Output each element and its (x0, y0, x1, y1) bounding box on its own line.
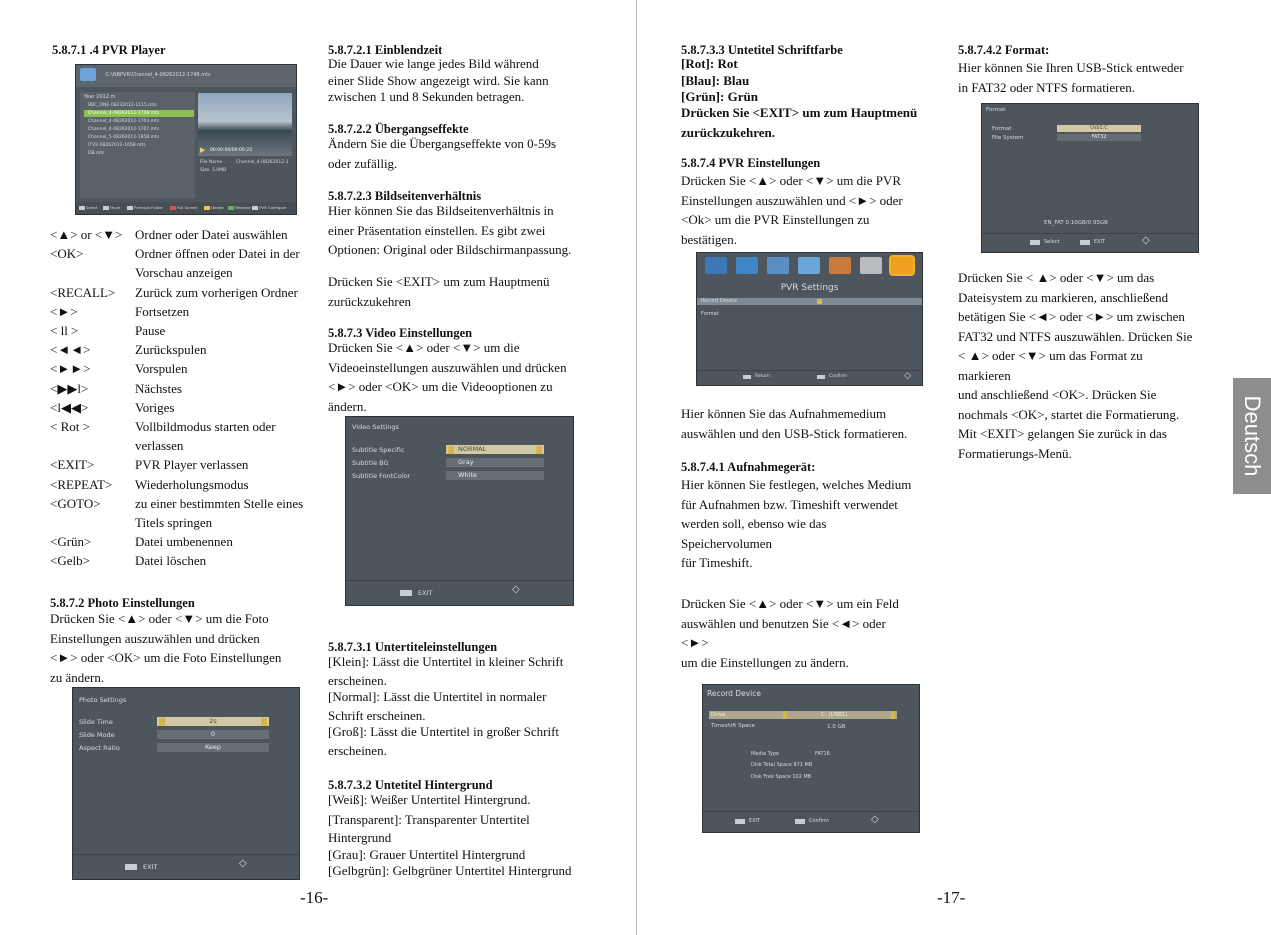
text-line: Hier können Sie festlegen, welches Medium (681, 477, 912, 492)
text-line: bestätigen. (681, 231, 737, 247)
left-arrow-icon (448, 446, 454, 454)
value-text: NORMAL (458, 445, 487, 453)
media-type-label: Media Type (751, 751, 780, 757)
value-text: Usb1:C (1090, 125, 1108, 131)
slide-time-label: Slide Time (79, 718, 113, 726)
pvr-settings-title: PVR Settings (780, 283, 839, 293)
key-label: <GOTO> (50, 495, 101, 511)
filesystem-label: File System (992, 135, 1024, 141)
text-line: [Weiß]: Weißer Untertitel Hintergrund. (328, 792, 531, 807)
section-title-format: 5.8.7.4.2 Format: (958, 43, 1050, 57)
footer-key-label: Full Screen (177, 205, 198, 210)
text-line: zwischen 1 und 8 Sekunden betragen. (328, 89, 525, 104)
text-line: [Rot]: Rot (681, 56, 738, 71)
section-title-untertitel: 5.8.7.3.1 Untertiteleinstellungen (328, 640, 498, 654)
text-line: Dateisystem zu markieren, anschließend (958, 289, 1169, 305)
footer-key-icon (228, 206, 234, 210)
text-line: Drücken Sie < ▲> oder <▼> um das (958, 270, 1155, 285)
key-table (50, 225, 330, 585)
footer-key-label: Rename (235, 205, 251, 210)
slide-time-value (157, 717, 269, 726)
picture-icon[interactable] (736, 257, 758, 274)
text-line: zurückzukehren (328, 293, 412, 309)
text-line: [Blau]: Blau (681, 72, 750, 88)
footer-key-icon (127, 206, 133, 210)
key-description: PVR Player verlassen (135, 457, 249, 473)
section-title-photo: 5.8.7.2 Photo Einstellungen (50, 596, 195, 610)
confirm-key-icon (795, 819, 805, 824)
text-line: zu ändern. (50, 669, 105, 685)
video-settings-screenshot (345, 416, 574, 606)
format-label: Format (992, 126, 1012, 132)
key-description: Vollbildmodus starten oder (135, 419, 276, 434)
section-title-bildseiten: 5.8.7.2.3 Bildseitenverhältnis (328, 189, 482, 203)
page-number-17: -17- (937, 888, 966, 907)
text-line: zurückzukehren. (681, 124, 776, 140)
exit-label: EXIT (418, 589, 433, 597)
key-label: <▶▶l> (50, 380, 89, 396)
text-line: Mit <EXIT> gelangen Sie zurück in das (958, 426, 1167, 441)
section-title-pvr-einstellungen: 5.8.7.4 PVR Einstellungen (681, 156, 821, 170)
format-title: Format (986, 107, 1006, 113)
select-label: Select (1044, 239, 1060, 245)
text-line: Drücken Sie <▲> oder <▼> um die (328, 340, 520, 355)
dpad-icon: ◇ (871, 814, 879, 825)
file-item[interactable]: Channel_5-08262012-1858.mts (88, 135, 160, 140)
text-line: <►> oder <OK> um die Foto Einstellungen (50, 650, 282, 665)
photo-settings-screenshot (72, 687, 300, 880)
text-line: [Normal]: Lässt die Untertitel in normaler (328, 689, 547, 704)
system-icon[interactable] (860, 257, 882, 274)
photo-footer (73, 854, 299, 879)
en-fat-info: EN_FAT 0.10GB/0.95GB (1044, 220, 1108, 226)
text-line: Einstellungen auszuwählen und drücken (50, 630, 260, 646)
key-description: zu einer bestimmten Stelle eines (135, 495, 304, 511)
key-label: <EXIT> (50, 457, 95, 473)
key-description: Pause (135, 323, 166, 338)
section-title-aufnahmegeraet: 5.8.7.4.1 Aufnahmegerät: (681, 460, 816, 474)
exit-label: EXIT (749, 818, 761, 824)
slide-mode-value (157, 730, 269, 739)
key-label: <OK> (50, 246, 84, 262)
footer-key-icon (252, 206, 258, 210)
key-label: <►►> (50, 361, 91, 377)
text-line: [Groß]: Lässt die Untertitel in großer Schrift (328, 724, 560, 739)
drive-label: Drive (711, 712, 726, 718)
left-arrow-icon (159, 718, 165, 726)
confirm-key-icon (817, 375, 825, 379)
right-arrow-icon (891, 711, 895, 719)
text-line: auswählen und benutzen Sie <◄> oder (681, 615, 886, 631)
key-label: < ll > (50, 323, 79, 338)
key-description: Zurück zum vorherigen Ordner (135, 284, 298, 300)
subtitle-specific-label: Subtitle Specific (352, 446, 405, 454)
channel-icon[interactable] (705, 257, 727, 274)
key-description: Nächstes (135, 380, 182, 396)
dpad-icon: ◇ (904, 371, 911, 381)
key-description: Ordner oder Datei auswählen (135, 227, 288, 242)
text-line: Einstellungen auszuwählen und <►> oder (681, 192, 903, 208)
record-device-screenshot (702, 684, 920, 833)
text-line: Hintergrund (328, 830, 392, 845)
text-line: markieren (958, 367, 1011, 383)
record-footer (703, 811, 919, 832)
file-item[interactable]: DB.mts (88, 151, 105, 156)
subtitle-fontcolor-label: Subtitle FontColor (352, 472, 411, 480)
return-label: Return (755, 374, 770, 379)
cursor-icon (817, 299, 822, 304)
pvr-footer (697, 370, 922, 385)
section-title-pvr-player: 5.8.7.1 .4 PVR Player (52, 43, 166, 57)
key-label: <RECALL> (50, 284, 116, 300)
pvr-icon[interactable] (891, 257, 913, 274)
select-key-icon (1030, 240, 1040, 245)
player-path: C:\NBPVR\Channel_4-08262012-1748.mts (106, 72, 211, 78)
text-line: Hier können Sie Ihren USB-Stick entweder (958, 60, 1184, 75)
text-line: nochmals <OK>, startet die Formatierung. (958, 406, 1180, 422)
footer-key-label: PVR Configure (259, 205, 287, 210)
text-line: Die Dauer wie lange jedes Bild während (328, 56, 539, 71)
photo-settings-title: Photo Settings (79, 696, 127, 704)
dpad-icon: ◇ (512, 584, 520, 595)
key-label: <l◀◀> (50, 399, 89, 415)
text-line: <►> oder <OK> um die Videooptionen zu (328, 379, 553, 394)
footer-key-icon (204, 206, 210, 210)
subtitle-bg-value (446, 458, 544, 467)
section-title-video: 5.8.7.3 Video Einstellungen (328, 326, 473, 340)
aspect-ratio-label: Aspect Ratio (79, 744, 120, 752)
text-line: Hier können Sie das Bildseitenverhältnis in (328, 203, 554, 218)
size-label: Size (200, 168, 210, 173)
video-footer (346, 580, 573, 605)
video-settings-title: Video Settings (352, 423, 399, 431)
drive-row-highlight (709, 711, 897, 719)
exit-key-icon (1080, 240, 1090, 245)
section-title-hintergrund: 5.8.7.3.2 Untetitel Hintergrund (328, 778, 493, 792)
page-number-16: -16- (300, 888, 329, 907)
exit-label: EXIT (143, 863, 158, 871)
text-line: betätigen Sie <◄> oder <►> um zwischen (958, 309, 1185, 324)
folder-icon (80, 68, 96, 81)
player-time: 00:00:00/00:00:23 (210, 148, 252, 153)
text-line: < ▲> oder <▼> um das Format zu (958, 348, 1143, 363)
timeshift-label: Timeshift Space (711, 723, 755, 729)
menu-item-record-device[interactable]: Record Device (701, 298, 737, 304)
text-line: für Timeshift. (681, 555, 753, 570)
confirm-label: Confirm (809, 818, 829, 824)
footer-key-icon (103, 206, 109, 210)
text-line: <►> (681, 635, 709, 650)
text-line: erscheinen. (328, 672, 387, 688)
footer-key-label: Previous Folder (134, 205, 163, 210)
text-line: Videoeinstellungen auszuwählen und drücken (328, 359, 567, 375)
key-label: <REPEAT> (50, 476, 113, 492)
value-text: Keep (204, 743, 222, 751)
key-label: <▲> or <▼> (50, 227, 123, 242)
text-line: Hier können Sie das Aufnahmemedium (681, 406, 887, 421)
text-line: in FAT32 oder NTFS formatieren. (958, 79, 1136, 95)
filesystem-value (1057, 134, 1141, 141)
exit-key-icon (400, 590, 412, 596)
media-type-value: FAT16 (815, 751, 830, 757)
section-title-schriftfarbe: 5.8.7.3.3 Untetitel Schriftfarbe (681, 43, 843, 57)
text-line: [Gelbgrün]: Gelbgrüner Untertitel Hintergrund (328, 863, 572, 878)
text-line: Drücken Sie <EXIT> um zum Hauptmenü (328, 274, 550, 289)
text-line: auswählen und den USB-Stick formatieren. (681, 425, 908, 441)
format-screenshot (981, 103, 1199, 253)
value-text: White (458, 471, 477, 479)
key-label: < Rot > (50, 419, 90, 434)
left-arrow-icon (783, 711, 787, 719)
text-line: [Transparent]: Transparenter Untertitel (328, 811, 530, 827)
confirm-label: Confirm (829, 374, 847, 379)
footer-key-icon (79, 206, 85, 210)
text-line: und anschließend <OK>. Drücken Sie (958, 387, 1157, 402)
disk-free-space: Disk Free Space 102 MB (751, 774, 812, 780)
video-preview (198, 93, 292, 156)
text-line: Optionen: Original oder Bildschirmanpassung. (328, 242, 572, 257)
text-line: oder zufällig. (328, 155, 398, 171)
key-description: Voriges (135, 399, 175, 415)
file-item[interactable]: ITV2-08262012-1658.mts (88, 143, 146, 148)
footer-key-label: Select (86, 205, 98, 210)
photo-text (50, 609, 281, 687)
text-line: [Grün]: Grün (681, 89, 758, 104)
text-line: einer Slide Show angezeigt wird. Sie kann (328, 72, 549, 88)
language-tab (1233, 378, 1271, 494)
menu-item-format[interactable]: Format (701, 311, 719, 317)
text-line: Ändern Sie die Übergangseffekte von 0-59s (328, 136, 557, 151)
text-line: Drücken Sie <▲> oder <▼> um ein Feld (681, 596, 899, 611)
drive-value: C: (USB1) (821, 712, 848, 718)
text-line: Schrift erscheinen. (328, 707, 426, 723)
file-item[interactable]: Channel_4-08262012-1707.mts (88, 127, 160, 132)
file-item[interactable]: Channel_4-08262012-1703.mts (88, 119, 160, 124)
text-line: FAT32 und NTFS auszuwählen. Drücken Sie (958, 328, 1193, 344)
exit-key-icon (125, 864, 137, 870)
return-key-icon (743, 375, 751, 379)
key-description: Wiederholungsmodus (135, 476, 249, 492)
right-arrow-icon (536, 446, 542, 454)
slide-mode-label: Slide Mode (79, 731, 115, 739)
size-value: 5.0MB (212, 168, 227, 173)
subtitle-specific-value (446, 445, 544, 454)
section-title-einblendzeit: 5.8.7.2.1 Einblendzeit (328, 43, 443, 57)
page-divider (636, 0, 637, 935)
value-text: 0 (210, 730, 216, 738)
footer-key-label: Move (110, 205, 121, 210)
file-item[interactable]: BBC_ONE-08232012-1115.mts (88, 103, 157, 108)
time-icon[interactable] (798, 257, 820, 274)
text-line: Formatierungs-Menü. (958, 445, 1072, 461)
disk-total-space: Disk Total Space 971 MB (751, 762, 813, 768)
folder-label: Year 2012.m (84, 94, 116, 100)
text-line: einer Präsentation einstellen. Es gibt zwei (328, 222, 546, 238)
key-description: Ordner öffnen oder Datei in der (135, 246, 300, 262)
search-icon[interactable] (767, 257, 789, 274)
text-line: [Grau]: Grauer Untertitel Hintergrund (328, 846, 526, 862)
key-label: <Grün> (50, 534, 92, 550)
text-line: um die Einstellungen zu ändern. (681, 654, 849, 670)
key-label: <►> (50, 303, 78, 319)
text-line: erscheinen. (328, 742, 387, 758)
key-description: Vorschau anzeigen (135, 265, 233, 281)
value-text: FAT32 (1091, 134, 1107, 140)
key-description: verlassen (135, 438, 184, 454)
key-description: Fortsetzen (135, 303, 190, 319)
key-description: Datei löschen (135, 553, 207, 569)
key-description: Vorspulen (135, 361, 188, 377)
text-line: ändern. (328, 398, 367, 414)
dpad-icon: ◇ (239, 858, 247, 869)
section-title-uebergang: 5.8.7.2.2 Übergangseffekte (328, 122, 469, 136)
settings-icon[interactable] (829, 257, 851, 274)
pvr-player-screenshot (75, 64, 297, 215)
key-label: <◄◄> (50, 342, 91, 358)
text-line: Drücken Sie <▲> oder <▼> um die PVR (681, 173, 902, 188)
text-line: werden soll, ebenso wie das (681, 516, 827, 531)
text-line: [Klein]: Lässt die Untertitel in kleiner Schrift (328, 654, 564, 669)
key-description: Datei umbenennen (135, 534, 233, 550)
timeshift-value: 1.0 GB (827, 724, 846, 730)
value-text: 2s (209, 717, 217, 725)
value-text: Gray (458, 458, 474, 466)
text-line: Speichervolumen (681, 535, 772, 551)
key-label: <Gelb> (50, 553, 90, 569)
format-footer (982, 233, 1198, 252)
filename-value: Channel_4-08262012-1 (236, 160, 289, 165)
filename-label: File Name (200, 160, 223, 165)
play-icon: ▶ (200, 146, 206, 154)
footer-key-label: Delete (211, 205, 224, 210)
key-description: Titels springen (135, 515, 213, 530)
exit-label: EXIT (1094, 239, 1106, 245)
text-line: <Ok> um die PVR Einstellungen zu (681, 212, 870, 227)
aspect-ratio-value (157, 743, 269, 752)
dpad-icon: ◇ (1142, 235, 1150, 246)
subtitle-fontcolor-value (446, 471, 544, 480)
record-device-title: Record Device (707, 689, 761, 698)
pvr-settings-screenshot (696, 252, 923, 386)
exit-key-icon (735, 819, 745, 824)
subtitle-bg-label: Subtitle BG (352, 459, 389, 467)
format-value (1057, 125, 1141, 132)
right-arrow-icon (261, 718, 267, 726)
text-line: Drücken Sie <▲> oder <▼> um die Foto (50, 611, 269, 626)
file-item-selected[interactable]: Channel_4-08262012-1748.mts (84, 110, 194, 117)
footer-key-icon (170, 206, 176, 210)
text-line: Drücken Sie <EXIT> um zum Hauptmenü (681, 105, 918, 120)
text-line: für Aufnahmen bzw. Timeshift verwendet (681, 496, 898, 512)
language-tab-label: Deutsch (1240, 395, 1265, 477)
key-description: Zurückspulen (135, 342, 207, 358)
